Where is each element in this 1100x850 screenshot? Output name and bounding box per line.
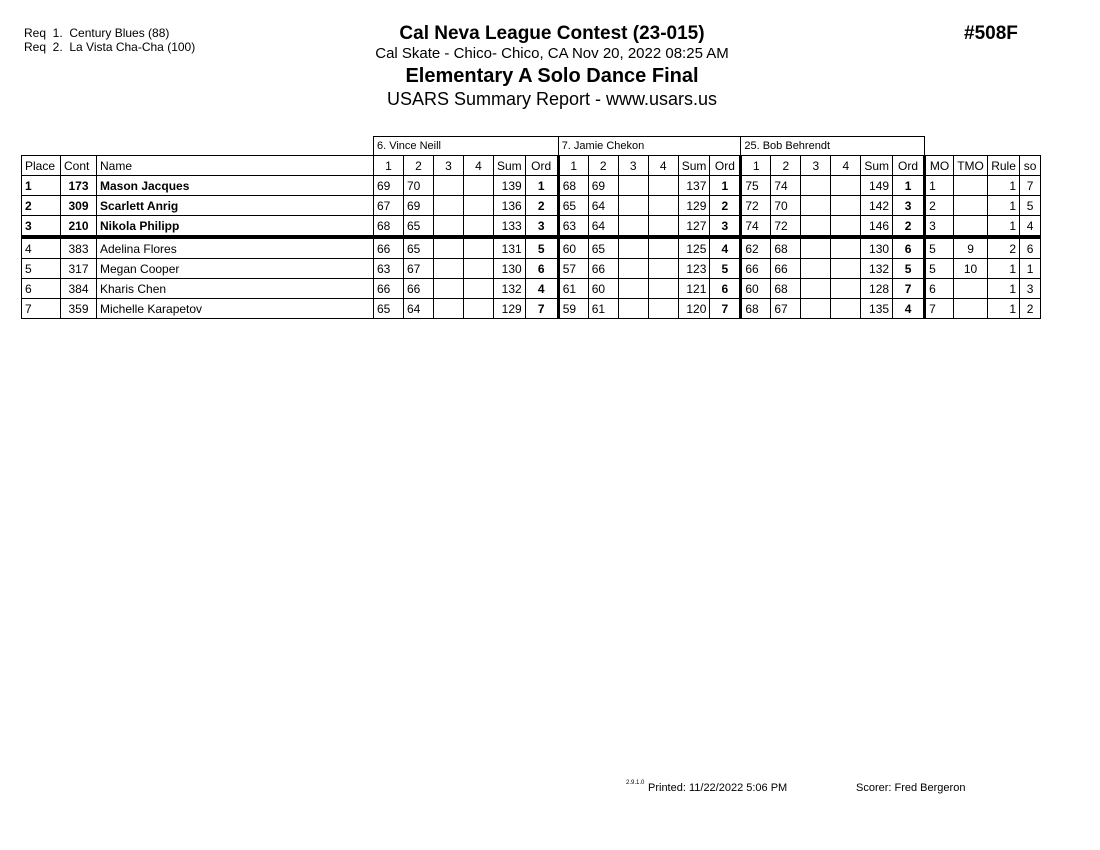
col-sum: Sum	[494, 156, 526, 176]
mark-cell: 65	[558, 196, 588, 216]
ordinal-cell: 6	[893, 237, 925, 259]
requirement-1: Req 1. Century Blues (88)	[24, 26, 170, 40]
mark-cell	[618, 299, 648, 319]
mark-cell	[801, 279, 831, 299]
col-mark-3: 3	[434, 156, 464, 176]
ordinal-cell: 1	[525, 176, 558, 196]
ordinal-cell: 4	[710, 237, 741, 259]
tmo-cell	[954, 279, 988, 299]
mark-cell: 65	[404, 216, 434, 238]
sum-cell: 149	[861, 176, 893, 196]
ordinal-cell: 4	[525, 279, 558, 299]
tmo-cell: 10	[954, 259, 988, 279]
mark-cell: 64	[588, 216, 618, 238]
sum-cell: 129	[494, 299, 526, 319]
mark-cell: 74	[771, 176, 801, 196]
requirement-2: Req 2. La Vista Cha-Cha (100)	[24, 40, 196, 54]
name-cell: Mason Jacques	[97, 176, 374, 196]
mark-cell: 69	[374, 176, 404, 196]
mark-cell: 60	[741, 279, 771, 299]
so-cell: 7	[1020, 176, 1041, 196]
sum-cell: 120	[678, 299, 710, 319]
sum-cell: 125	[678, 237, 710, 259]
mark-cell: 65	[588, 237, 618, 259]
mark-cell	[801, 196, 831, 216]
mark-cell: 68	[771, 237, 801, 259]
ordinal-cell: 1	[893, 176, 925, 196]
sum-cell: 131	[494, 237, 526, 259]
mark-cell: 64	[588, 196, 618, 216]
mark-cell: 63	[558, 216, 588, 238]
mark-cell: 60	[558, 237, 588, 259]
mark-cell: 68	[558, 176, 588, 196]
mark-cell	[831, 216, 861, 238]
mark-cell	[648, 299, 678, 319]
col-ord: Ord	[710, 156, 741, 176]
mark-cell	[831, 279, 861, 299]
contest-title: Cal Neva League Contest (23-015)	[399, 23, 705, 44]
mark-cell	[434, 279, 464, 299]
mark-cell	[434, 299, 464, 319]
so-cell: 5	[1020, 196, 1041, 216]
col-mark-1: 1	[558, 156, 588, 176]
col-cont: Cont	[61, 156, 97, 176]
cont-cell: 309	[61, 196, 97, 216]
name-cell: Megan Cooper	[97, 259, 374, 279]
col-mark-1: 1	[374, 156, 404, 176]
mark-cell: 66	[374, 237, 404, 259]
mark-cell: 68	[374, 216, 404, 238]
mo-cell: 5	[925, 237, 954, 259]
col-mark-4: 4	[831, 156, 861, 176]
sum-cell: 121	[678, 279, 710, 299]
venue-date: Cal Skate - Chico- Chico, CA Nov 20, 2022 08:25 AM	[375, 45, 729, 62]
column-header-row	[22, 156, 1041, 176]
tmo-cell	[954, 196, 988, 216]
mark-cell: 72	[741, 196, 771, 216]
mark-cell: 70	[404, 176, 434, 196]
mo-cell: 7	[925, 299, 954, 319]
place-cell: 1	[22, 176, 61, 196]
mark-cell: 69	[404, 196, 434, 216]
mark-cell	[801, 299, 831, 319]
mark-cell: 72	[771, 216, 801, 238]
ordinal-cell: 7	[525, 299, 558, 319]
col-sum: Sum	[861, 156, 893, 176]
report-header	[300, 23, 804, 110]
mark-cell	[434, 196, 464, 216]
mo-cell: 6	[925, 279, 954, 299]
sum-cell: 142	[861, 196, 893, 216]
report-title: USARS Summary Report - www.usars.us	[386, 89, 718, 109]
mark-cell	[618, 237, 648, 259]
sum-cell: 146	[861, 216, 893, 238]
mark-cell	[831, 259, 861, 279]
judge-1: 6. Vince Neill	[374, 137, 559, 156]
ordinal-cell: 1	[710, 176, 741, 196]
tmo-cell	[954, 216, 988, 238]
so-cell: 6	[1020, 237, 1041, 259]
name-cell: Michelle Karapetov	[97, 299, 374, 319]
col-mark-2: 2	[771, 156, 801, 176]
table-row	[22, 237, 1041, 259]
col-rule: Rule	[988, 156, 1020, 176]
mark-cell	[831, 237, 861, 259]
mark-cell: 66	[741, 259, 771, 279]
mark-cell: 61	[558, 279, 588, 299]
mo-cell: 2	[925, 196, 954, 216]
place-cell: 4	[22, 237, 61, 259]
mark-cell: 64	[404, 299, 434, 319]
sum-cell: 129	[678, 196, 710, 216]
ordinal-cell: 3	[893, 196, 925, 216]
col-name: Name	[97, 156, 374, 176]
mark-cell	[801, 259, 831, 279]
so-cell: 3	[1020, 279, 1041, 299]
ordinal-cell: 5	[710, 259, 741, 279]
mark-cell: 67	[404, 259, 434, 279]
sum-cell: 135	[861, 299, 893, 319]
col-ord: Ord	[893, 156, 925, 176]
mark-cell	[434, 237, 464, 259]
table-row	[22, 216, 1041, 238]
sum-cell: 123	[678, 259, 710, 279]
mark-cell	[464, 237, 494, 259]
mark-cell	[801, 176, 831, 196]
mark-cell	[618, 279, 648, 299]
mark-cell: 65	[374, 299, 404, 319]
event-number: #508F	[964, 23, 1018, 44]
printed-timestamp: Printed: 11/22/2022 5:06 PM	[648, 782, 788, 794]
judge-row	[22, 137, 1041, 156]
sum-cell: 136	[494, 196, 526, 216]
cont-cell: 383	[61, 237, 97, 259]
place-cell: 6	[22, 279, 61, 299]
sum-cell: 132	[494, 279, 526, 299]
mark-cell: 66	[771, 259, 801, 279]
col-mo: MO	[925, 156, 954, 176]
mark-cell	[464, 216, 494, 238]
mark-cell	[648, 259, 678, 279]
sum-cell: 127	[678, 216, 710, 238]
mark-cell	[648, 237, 678, 259]
col-ord: Ord	[525, 156, 558, 176]
requirements	[24, 26, 195, 54]
table-row	[22, 259, 1041, 279]
event-title: Elementary A Solo Dance Final	[405, 65, 699, 87]
cont-cell: 173	[61, 176, 97, 196]
mo-cell: 1	[925, 176, 954, 196]
judge-3: 25. Bob Behrendt	[741, 137, 925, 156]
ordinal-cell: 5	[525, 237, 558, 259]
mark-cell: 70	[771, 196, 801, 216]
mark-cell	[648, 279, 678, 299]
sum-cell: 128	[861, 279, 893, 299]
tmo-cell: 9	[954, 237, 988, 259]
mark-cell	[618, 259, 648, 279]
name-cell: Kharis Chen	[97, 279, 374, 299]
mark-cell	[464, 279, 494, 299]
place-cell: 2	[22, 196, 61, 216]
mark-cell	[618, 196, 648, 216]
place-cell: 3	[22, 216, 61, 238]
version-label: 2.9.1.0	[626, 780, 645, 786]
mark-cell: 67	[374, 196, 404, 216]
so-cell: 4	[1020, 216, 1041, 238]
so-cell: 1	[1020, 259, 1041, 279]
mark-cell: 57	[558, 259, 588, 279]
mark-cell	[831, 196, 861, 216]
mark-cell	[464, 196, 494, 216]
col-mark-4: 4	[648, 156, 678, 176]
mark-cell: 61	[588, 299, 618, 319]
mark-cell	[464, 176, 494, 196]
table-row	[22, 176, 1041, 196]
cont-cell: 210	[61, 216, 97, 238]
mark-cell	[434, 176, 464, 196]
sum-cell: 130	[494, 259, 526, 279]
mo-cell: 5	[925, 259, 954, 279]
sum-cell: 139	[494, 176, 526, 196]
mark-cell	[618, 176, 648, 196]
ordinal-cell: 2	[710, 196, 741, 216]
sum-cell: 132	[861, 259, 893, 279]
ordinal-cell: 7	[893, 279, 925, 299]
rule-cell: 1	[988, 176, 1020, 196]
cont-cell: 359	[61, 299, 97, 319]
mark-cell	[618, 216, 648, 238]
place-cell: 5	[22, 259, 61, 279]
rule-cell: 1	[988, 196, 1020, 216]
mark-cell: 68	[771, 279, 801, 299]
mark-cell: 65	[404, 237, 434, 259]
judge-2: 7. Jamie Chekon	[558, 137, 741, 156]
ordinal-cell: 3	[525, 216, 558, 238]
mark-cell	[434, 259, 464, 279]
mark-cell: 68	[741, 299, 771, 319]
mark-cell: 60	[588, 279, 618, 299]
sum-cell: 137	[678, 176, 710, 196]
col-mark-3: 3	[618, 156, 648, 176]
ordinal-cell: 5	[893, 259, 925, 279]
mark-cell	[831, 299, 861, 319]
rule-cell: 2	[988, 237, 1020, 259]
mark-cell	[648, 216, 678, 238]
cont-cell: 317	[61, 259, 97, 279]
mark-cell: 67	[771, 299, 801, 319]
mark-cell: 66	[404, 279, 434, 299]
mark-cell	[648, 176, 678, 196]
table-row	[22, 196, 1041, 216]
mark-cell	[434, 216, 464, 238]
mark-cell: 66	[374, 279, 404, 299]
col-mark-1: 1	[741, 156, 771, 176]
ordinal-cell: 7	[710, 299, 741, 319]
col-place: Place	[22, 156, 61, 176]
col-so: so	[1020, 156, 1041, 176]
mark-cell: 74	[741, 216, 771, 238]
mark-cell: 66	[588, 259, 618, 279]
rule-cell: 1	[988, 216, 1020, 238]
mark-cell: 69	[588, 176, 618, 196]
mark-cell	[648, 196, 678, 216]
ordinal-cell: 3	[710, 216, 741, 238]
mark-cell	[801, 237, 831, 259]
place-cell: 7	[22, 299, 61, 319]
results-table	[21, 136, 1041, 319]
col-mark-3: 3	[801, 156, 831, 176]
col-tmo: TMO	[954, 156, 988, 176]
mark-cell	[464, 299, 494, 319]
table-row	[22, 279, 1041, 299]
rule-cell: 1	[988, 279, 1020, 299]
cont-cell: 384	[61, 279, 97, 299]
mark-cell	[801, 216, 831, 238]
tmo-cell	[954, 299, 988, 319]
mark-cell: 62	[741, 237, 771, 259]
mark-cell: 75	[741, 176, 771, 196]
ordinal-cell: 2	[893, 216, 925, 238]
name-cell: Adelina Flores	[97, 237, 374, 259]
col-mark-4: 4	[464, 156, 494, 176]
mark-cell	[831, 176, 861, 196]
ordinal-cell: 6	[710, 279, 741, 299]
scorer: Scorer: Fred Bergeron	[856, 782, 966, 794]
mark-cell: 59	[558, 299, 588, 319]
table-row	[22, 299, 1041, 319]
col-mark-2: 2	[404, 156, 434, 176]
sum-cell: 133	[494, 216, 526, 238]
ordinal-cell: 6	[525, 259, 558, 279]
name-cell: Scarlett Anrig	[97, 196, 374, 216]
col-sum: Sum	[678, 156, 710, 176]
sum-cell: 130	[861, 237, 893, 259]
col-mark-2: 2	[588, 156, 618, 176]
mo-cell: 3	[925, 216, 954, 238]
tmo-cell	[954, 176, 988, 196]
rule-cell: 1	[988, 299, 1020, 319]
rule-cell: 1	[988, 259, 1020, 279]
so-cell: 2	[1020, 299, 1041, 319]
mark-cell: 63	[374, 259, 404, 279]
ordinal-cell: 2	[525, 196, 558, 216]
mark-cell	[464, 259, 494, 279]
name-cell: Nikola Philipp	[97, 216, 374, 238]
ordinal-cell: 4	[893, 299, 925, 319]
